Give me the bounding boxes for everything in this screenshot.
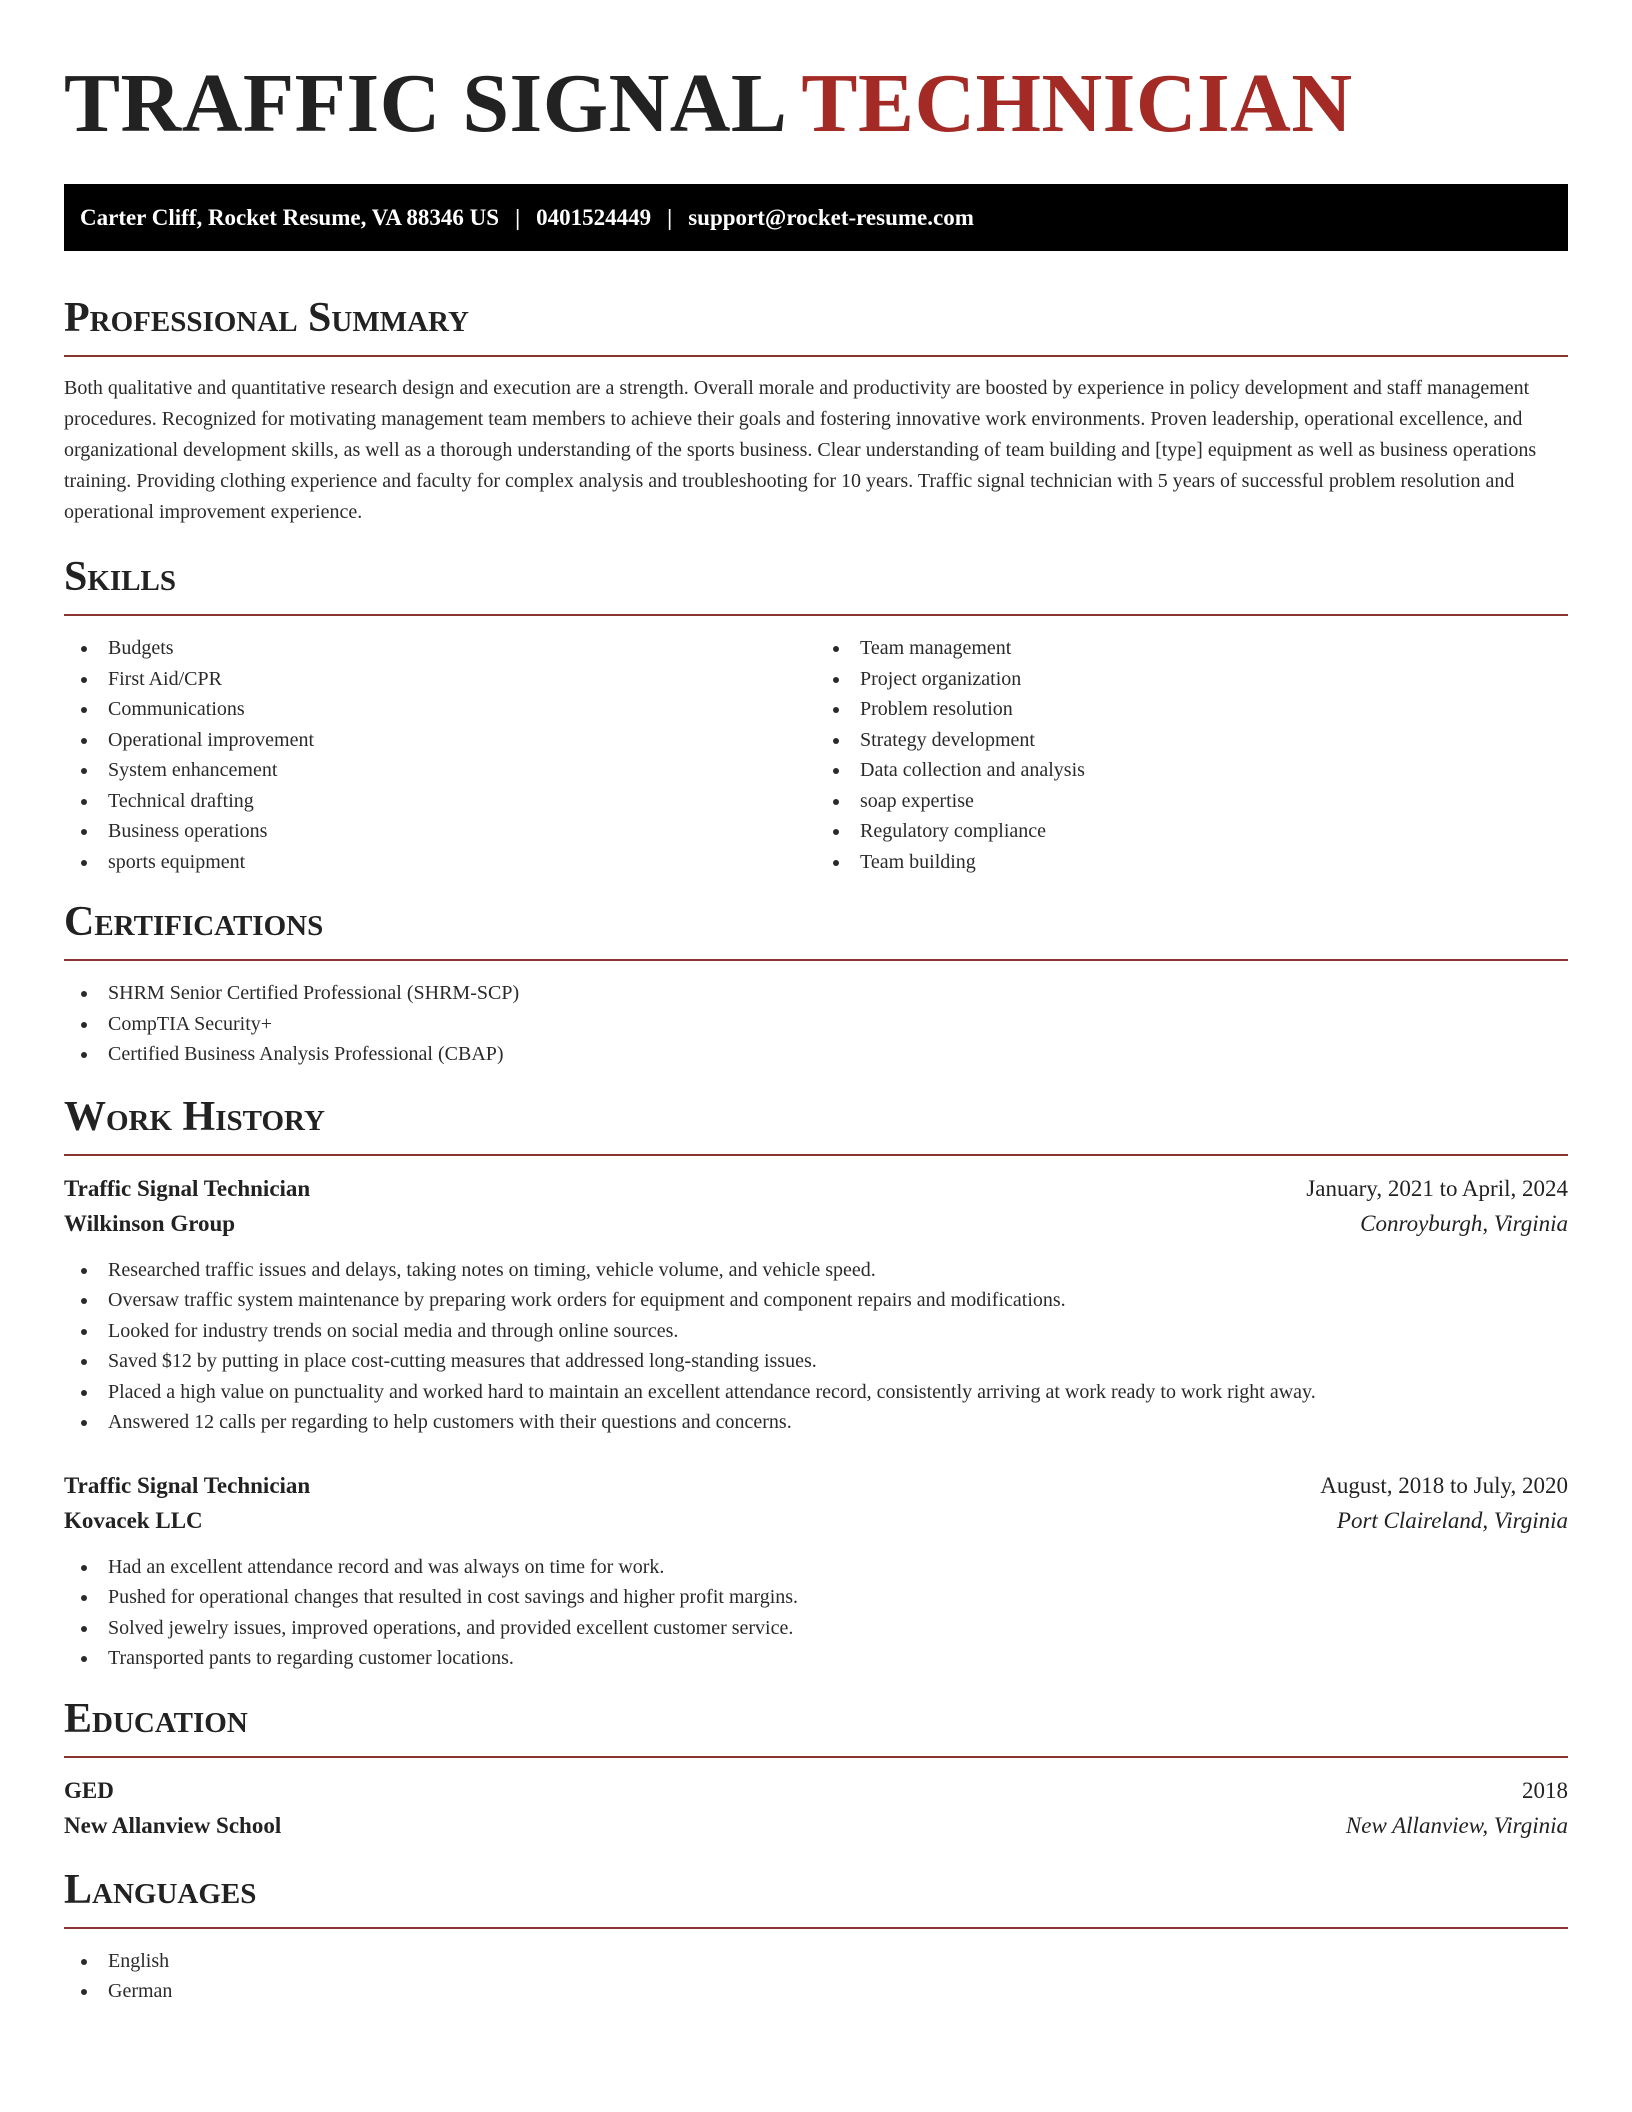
certification-item: SHRM Senior Certified Professional (SHRM-SCP): [64, 978, 1568, 1009]
job-bullet: Looked for industry trends on social media and through online sources.: [64, 1316, 1568, 1347]
skill-item: Regulatory compliance: [816, 816, 1568, 847]
skill-item: Data collection and analysis: [816, 755, 1568, 786]
page-title: [64, 0, 1568, 152]
summary-text: Both qualitative and quantitative research design and execution are a strength. Overall morale and productivity are boosted by experience in policy development and staff management procedures. Recognized for motivating management team members to achieve their goals and fostering innovative work environments. Proven leadership, operational excellence, and organizational development skills, as well as a thorough understanding of the sports business. Clear understanding of team building and [type] equipment as well as business operations training. Providing clothing experience and faculty for complex analysis and troubleshooting for 10 years. Traffic signal technician with 5 years of successful problem resolution and operational improvement experience.: [64, 377, 1537, 523]
contact-separator: |: [515, 204, 521, 230]
certifications-list: [64, 978, 1568, 1070]
job-bullets: [64, 1552, 1568, 1674]
language-item: English: [64, 1946, 1568, 1977]
section-divider: [64, 1756, 1568, 1758]
job-header: [64, 1468, 1568, 1503]
job-bullets: [64, 1255, 1568, 1438]
certification-item: CompTIA Security+: [64, 1009, 1568, 1040]
skill-item: sports equipment: [64, 847, 816, 878]
contact-email: support@rocket-resume.com: [688, 204, 974, 230]
section-divider: [64, 614, 1568, 616]
job-bullet: Transported pants to regarding customer locations.: [64, 1643, 1568, 1674]
job-entry: [64, 1468, 1568, 1674]
work-history-section: [64, 1092, 1568, 1674]
skill-item: Communications: [64, 694, 816, 725]
skills-list-right: [816, 633, 1568, 877]
summary-section: [64, 293, 1568, 528]
certification-item: Certified Business Analysis Professional (CBAP): [64, 1039, 1568, 1070]
job-bullet: Had an excellent attendance record and was always on time for work.: [64, 1552, 1568, 1583]
contact-phone: 0401524449: [536, 204, 652, 230]
skill-item: Problem resolution: [816, 694, 1568, 725]
skill-item: Team management: [816, 633, 1568, 664]
skills-list-left: [64, 633, 816, 877]
summary-heading: Professional Summary: [64, 295, 469, 341]
job-location: Port Claireland, Virginia: [1336, 1507, 1568, 1533]
job-company: Wilkinson Group: [64, 1210, 236, 1236]
skill-item: Budgets: [64, 633, 816, 664]
job-header: [64, 1171, 1568, 1206]
job-location: Conroyburgh, Virginia: [1360, 1210, 1568, 1236]
section-divider: [64, 1154, 1568, 1156]
job-bullet: Placed a high value on punctuality and worked hard to maintain an excellent attendance record, consistently arriving at work ready to work right away.: [64, 1377, 1568, 1408]
education-section: [64, 1694, 1568, 1843]
skill-item: First Aid/CPR: [64, 664, 816, 695]
skill-item: Business operations: [64, 816, 816, 847]
job-company: Kovacek LLC: [64, 1507, 203, 1533]
contact-address: Carter Cliff, Rocket Resume, VA 88346 US: [80, 204, 500, 230]
job-bullet: Oversaw traffic system maintenance by preparing work orders for equipment and component repairs and modifications.: [64, 1285, 1568, 1316]
section-divider: [64, 959, 1568, 961]
job-title: Traffic Signal Technician: [64, 1472, 311, 1498]
education-degree: GED: [64, 1777, 114, 1803]
work-history-heading: Work History: [64, 1093, 325, 1140]
education-subheader: [64, 1808, 1568, 1843]
certifications-section: [64, 897, 1568, 1070]
skills-grid: [64, 633, 1568, 877]
contact-separator: |: [667, 204, 673, 230]
education-location: New Allanview, Virginia: [1345, 1812, 1568, 1838]
skill-item: Strategy development: [816, 725, 1568, 756]
skills-section: [64, 552, 1568, 877]
job-bullet: Saved $12 by putting in place cost-cutting measures that addressed long-standing issues.: [64, 1346, 1568, 1377]
section-divider: [64, 355, 1568, 357]
contact-bar: [64, 184, 1568, 251]
job-title: Traffic Signal Technician: [64, 1175, 311, 1201]
education-year: 2018: [1522, 1777, 1568, 1803]
job-subheader: [64, 1503, 1568, 1538]
title-part-1: TRAFFIC SIGNAL: [64, 57, 788, 150]
skills-heading: Skills: [64, 554, 177, 600]
education-school: New Allanview School: [64, 1812, 282, 1838]
skill-item: System enhancement: [64, 755, 816, 786]
job-bullet: Pushed for operational changes that resulted in cost savings and higher profit margins.: [64, 1582, 1568, 1613]
job-subheader: [64, 1206, 1568, 1241]
education-heading: Education: [64, 1695, 248, 1742]
job-entry: [64, 1171, 1568, 1438]
job-bullet: Researched traffic issues and delays, taking notes on timing, vehicle volume, and vehicle speed.: [64, 1255, 1568, 1286]
job-dates: August, 2018 to July, 2020: [1320, 1472, 1568, 1498]
title-part-2: TECHNICIAN: [801, 57, 1353, 150]
skill-item: soap expertise: [816, 786, 1568, 817]
job-bullet: Answered 12 calls per regarding to help customers with their questions and concerns.: [64, 1407, 1568, 1438]
languages-heading: Languages: [64, 1866, 257, 1913]
skill-item: Project organization: [816, 664, 1568, 695]
skill-item: Technical drafting: [64, 786, 816, 817]
languages-section: [64, 1865, 1568, 2007]
certifications-heading: Certifications: [64, 899, 324, 945]
skill-item: Operational improvement: [64, 725, 816, 756]
section-divider: [64, 1927, 1568, 1929]
language-item: German: [64, 1976, 1568, 2007]
job-bullet: Solved jewelry issues, improved operations, and provided excellent customer service.: [64, 1613, 1568, 1644]
education-header: [64, 1773, 1568, 1808]
education-entry: [64, 1773, 1568, 1843]
languages-list: [64, 1946, 1568, 2007]
job-dates: January, 2021 to April, 2024: [1306, 1175, 1568, 1201]
skill-item: Team building: [816, 847, 1568, 878]
